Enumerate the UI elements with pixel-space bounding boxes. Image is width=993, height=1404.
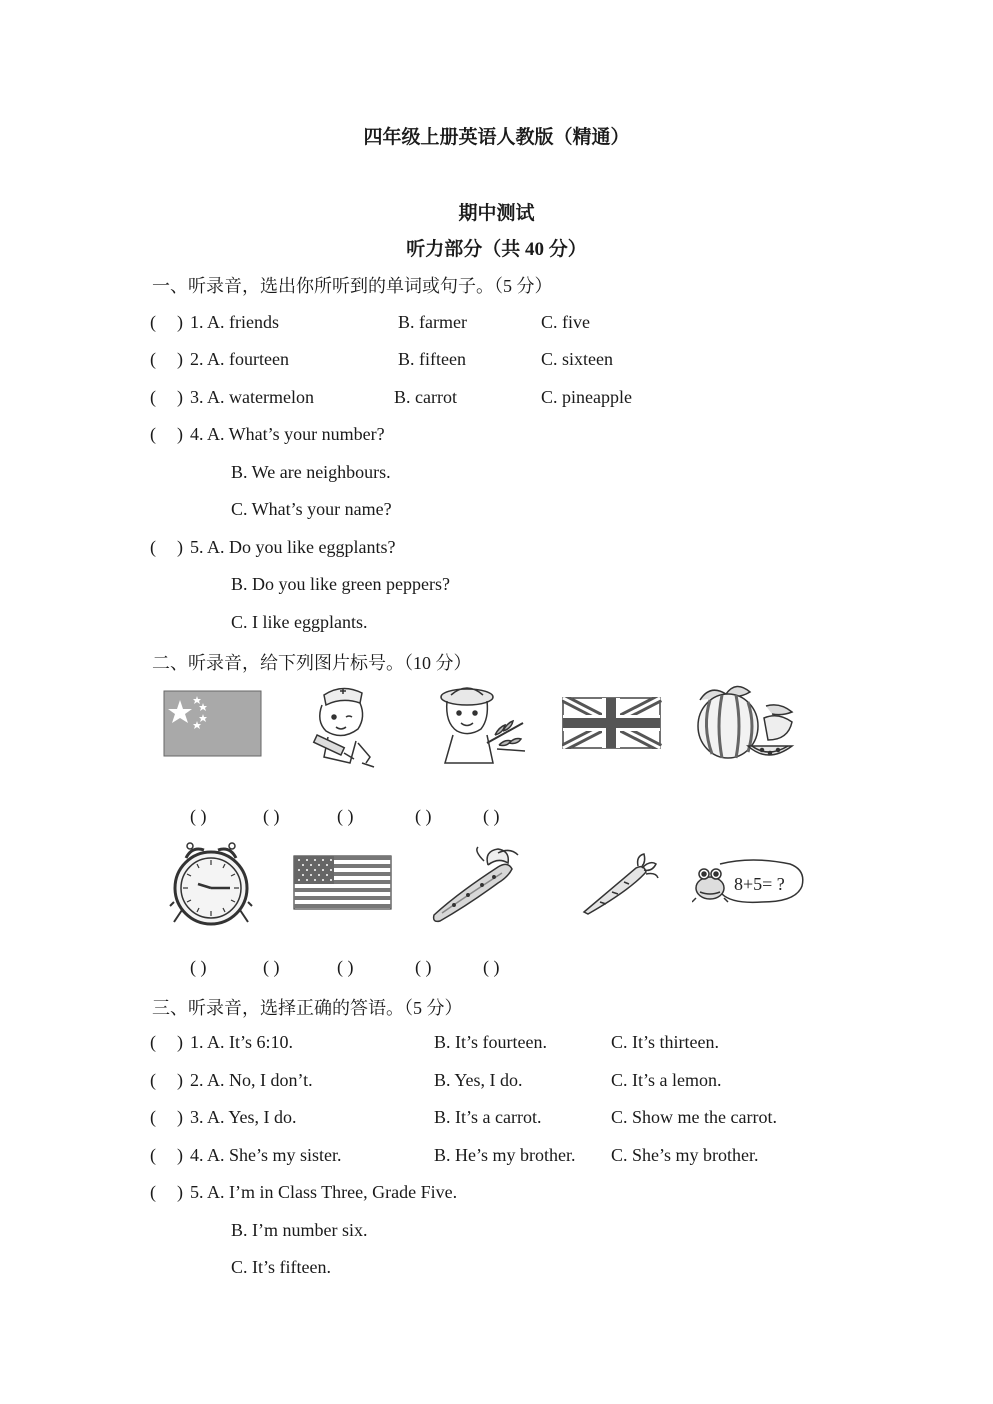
question-stem: 3. A. watermelon	[190, 387, 314, 407]
option-c: C. It’s a lemon.	[611, 1070, 722, 1090]
math-frog-picture	[692, 858, 806, 906]
option-c: C. pineapple	[541, 387, 632, 407]
question-stem: 5. A. Do you like eggplants?	[190, 537, 396, 557]
question-stem: 4. A. What’s your number?	[190, 424, 385, 444]
answer-bracket-open[interactable]: (	[150, 1070, 156, 1090]
option-b: B. fifteen	[398, 349, 466, 369]
answer-bracket-open[interactable]: (	[150, 1032, 156, 1052]
option-c: C. five	[541, 312, 590, 332]
question-stem: 2. A. fourteen	[190, 349, 289, 369]
question-stem: 4. A. She’s my sister.	[190, 1145, 342, 1165]
cucumber-picture	[428, 843, 524, 923]
picture-answer-blank[interactable]: ( )	[190, 806, 207, 826]
option-b: B. We are neighbours.	[231, 462, 391, 482]
section1-heading: 一、听录音，选出你所听到的单词或句子。（5 分）	[152, 276, 553, 296]
question-stem: 3. A. Yes, I do.	[190, 1107, 297, 1127]
section2-heading: 二、听录音，给下列图片标号。（10 分）	[152, 653, 472, 673]
question-stem: 1. A. friends	[190, 312, 279, 332]
question-stem: 1. A. It’s 6:10.	[190, 1032, 294, 1052]
part-title: 听力部分（共 40 分）	[406, 239, 587, 260]
answer-bracket-close[interactable]: )	[177, 1145, 183, 1165]
math-equation-text: 8+5= ?	[734, 874, 785, 894]
option-c: C. She’s my brother.	[611, 1145, 759, 1165]
option-b: B. Do you like green peppers?	[231, 574, 450, 594]
answer-bracket-close[interactable]: )	[177, 1182, 183, 1202]
picture-answer-blank[interactable]: ( )	[337, 957, 354, 977]
nurse-picture	[310, 683, 380, 769]
option-c: C. It’s fifteen.	[231, 1257, 331, 1277]
option-c: C. What’s your name?	[231, 499, 392, 519]
farmer-picture	[437, 683, 529, 769]
answer-bracket-close[interactable]: )	[177, 537, 183, 557]
carrot-picture	[580, 850, 660, 916]
answer-bracket-close[interactable]: )	[177, 1070, 183, 1090]
question-stem: 5. A. I’m in Class Three, Grade Five.	[190, 1182, 458, 1202]
section3-heading: 三、听录音，选择正确的答语。（5 分）	[152, 998, 463, 1018]
answer-bracket-close[interactable]: )	[177, 349, 183, 369]
option-c: C. It’s thirteen.	[611, 1032, 719, 1052]
option-c: C. I like eggplants.	[231, 612, 368, 632]
question-stem: 2. A. No, I don’t.	[190, 1070, 313, 1090]
picture-answer-blank[interactable]: ( )	[483, 957, 500, 977]
answer-bracket-open[interactable]: (	[150, 312, 156, 332]
option-b: B. It’s fourteen.	[434, 1032, 547, 1052]
option-c: C. Show me the carrot.	[611, 1107, 777, 1127]
answer-bracket-close[interactable]: )	[177, 312, 183, 332]
picture-answer-blank[interactable]: ( )	[263, 957, 280, 977]
option-b: B. carrot	[394, 387, 457, 407]
option-b: B. Yes, I do.	[434, 1070, 523, 1090]
picture-answer-blank[interactable]: ( )	[415, 957, 432, 977]
china-flag-picture	[163, 690, 263, 758]
option-b: B. I’m number six.	[231, 1220, 368, 1240]
picture-answer-blank[interactable]: ( )	[337, 806, 354, 826]
picture-answer-blank[interactable]: ( )	[190, 957, 207, 977]
picture-answer-blank[interactable]: ( )	[483, 806, 500, 826]
option-b: B. It’s a carrot.	[434, 1107, 542, 1127]
option-b: B. He’s my brother.	[434, 1145, 576, 1165]
watermelon-picture	[688, 682, 800, 762]
option-b: B. farmer	[398, 312, 467, 332]
option-c: C. sixteen	[541, 349, 613, 369]
test-title: 期中测试	[458, 203, 535, 224]
answer-bracket-open[interactable]: (	[150, 387, 156, 407]
answer-bracket-close[interactable]: )	[177, 424, 183, 444]
uk-flag-picture	[562, 697, 662, 749]
answer-bracket-close[interactable]: )	[177, 387, 183, 407]
answer-bracket-open[interactable]: (	[150, 1182, 156, 1202]
usa-flag-picture	[293, 855, 393, 911]
picture-answer-blank[interactable]: ( )	[415, 806, 432, 826]
picture-answer-blank[interactable]: ( )	[263, 806, 280, 826]
answer-bracket-close[interactable]: )	[177, 1032, 183, 1052]
answer-bracket-open[interactable]: (	[150, 424, 156, 444]
answer-bracket-open[interactable]: (	[150, 1145, 156, 1165]
answer-bracket-open[interactable]: (	[150, 349, 156, 369]
answer-bracket-open[interactable]: (	[150, 1107, 156, 1127]
alarm-clock-picture	[168, 840, 254, 928]
answer-bracket-open[interactable]: (	[150, 537, 156, 557]
book-title: 四年级上册英语人教版（精通）	[363, 127, 630, 148]
answer-bracket-close[interactable]: )	[177, 1107, 183, 1127]
